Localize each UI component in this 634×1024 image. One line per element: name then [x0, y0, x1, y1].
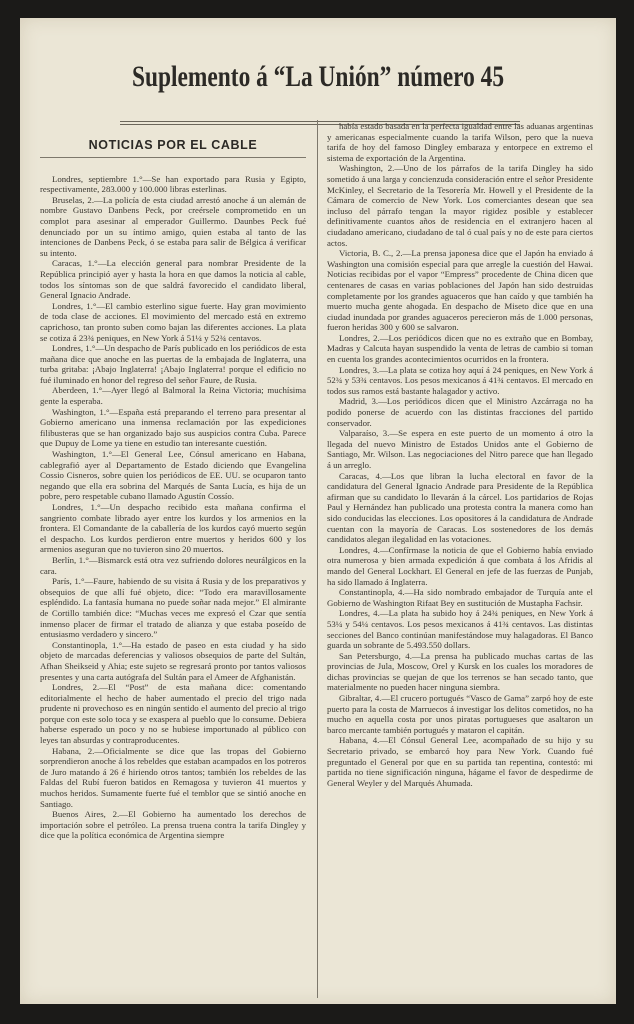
news-paragraph: Victoria, B. C., 2.—La prensa japonesa dice que el Japón ha enviado á Washington una comisión especial para que arregle la cuestión del Hawai. Noticias recibidas por el vapor “Empress” procedente de China dicen que centenares de casas en varias poblaciones del Japón han sido destruidas completamente por los grandes aguaceros que han caído y que también ha muerto mucha gente ahogada. En despacho de Miseto dice que en una ciudad inundada por grandes aguaceros perecieron más de 1.000 personas, fueron heridas 300 y 600 se salvaron. — [327, 248, 593, 333]
news-paragraph: Londres, 2.—Los periódicos dicen que no es extraño que en Bombay, Madras y Calcuta hayan suspendido la venta de letras de cambio si toman en cuenta los grandes acontecimientos ocurridos en la frontera. — [327, 332, 593, 365]
news-paragraph: Londres, 4.—Confírmase la noticia de que el Gobierno había enviado otra numerosa y bien armada expedición á que combata á los Afridis al mando del General Lockhart. El General en jefe de las fuerzas de Punjab, ha sido llamado á Inglaterra. — [327, 544, 593, 587]
news-paragraph: Berlín, 1.°—Bismarck está otra vez sufriendo dolores neurálgicos en la cara. — [40, 554, 306, 576]
newspaper-page — [20, 18, 616, 1004]
news-paragraph: Constantinopla, 1.°—Ha estado de paseo en esta ciudad y ha sido objeto de marcadas deferencias y valiosos obsequios de parte del Sultán, Afhan Sheikseid y Ahia; este sujeto se regresará pronto por tantos valiosos presentes y una carta autógrafa del Sultán para el Ameer de Afghanistán. — [40, 639, 306, 682]
section-title: NOTICIAS POR EL CABLE — [88, 138, 258, 152]
section-rule — [40, 157, 306, 158]
news-paragraph: Londres, 4.—La plata ha subido hoy á 24¾ peniques, en New York á 53¼ y 54¼ centavos. Los pesos mexicanos á 41¾ centavos. Las distintas secciones del Banco continúan manifestándose muy halagadoras. El Banco guarda un sobrante de 5.493.550 dollars. — [327, 608, 593, 651]
news-paragraph: Londres, 3.—La plata se cotiza hoy aquí á 24 peniques, en New York á 52¾ y 53¾ centavos. Los pesos mexicanos á 41¾ centavos. El mercado en todos sus ramos está bastante halagador y activo. — [327, 364, 593, 396]
news-paragraph: San Petersburgo, 4.—La prensa ha publicado muchas cartas de las provincias de Jula, Moscow, Orel y Kursk en los cuales los moradores de dichas provincias se quejan de que los terrenos se han secado tanto, que materialmente no pueden hacer ninguna siembra. — [327, 650, 593, 693]
right-column — [327, 121, 593, 991]
news-paragraph: Londres, septiembre 1.°—Se han exportado para Rusia y Egipto, respectivamente, 283.000 y 100.000 libras esterlinas. — [40, 173, 306, 195]
news-paragraph: Londres, 1.°—Un despacho recibido esta mañana confirma el sangriento combate librado ayer entre los kurdos y los armenios en la frontera. El Comandante de la caballería de los kurdos cayó muerto según el despacho. Los kurdos perdieron entre muertos y heridos 600 y los armenios aseguran que no tuvieron sino 20 muertos. — [40, 502, 306, 555]
news-paragraph: Madrid, 3.—Los periódicos dicen que el Ministro Azcárraga no ha podido ponerse de acuerdo con las distintas fracciones del partido conservador. — [327, 396, 593, 428]
news-paragraph: Londres, 1.°—Un despacho de París publicado en los periódicos de esta mañana dice que anoche en las puertas de la embajada de Inglaterra, una turba gritaba: ¡Abajo Inglaterra! ¡Abajo Inglaterra! porque el edificio no fué iluminado en honor del regreso del señor Faure, de Rusia. — [40, 343, 306, 385]
news-paragraph: Valparaíso, 3.—Se espera en este puerto de un momento á otro la llegada del nuevo Ministro de Estados Unidos ante el Gobierno de Santiago, Mr. Wilson. Las negociaciones del Nitro parece que han llegado á un arreglo. — [327, 428, 593, 470]
news-paragraph: Buenos Aires, 2.—El Gobierno ha aumentado los derechos de importación sobre el petróleo. La prensa truena contra la tarifa Dingley y dice que la política económica de Argentina siempre — [40, 809, 306, 841]
news-paragraph: Londres, 2.—El “Post” de esta mañana dice: comentando editorialmente el hecho de haber aumentado el precio del trigo nada prudente ni provechoso es en ningún sentido el aumento del precio al trigo porque con este solo toca y se exaspera al pueblo que lo consume. Debiera haberse esperado un poco y no se hubiese importunado al público con leyes tan absurdas y contraproducentes. — [40, 682, 306, 746]
news-paragraph: Washington, 2.—Uno de los párrafos de la tarifa Dingley ha sido sometido á una larga y concienzuda consideración entre el señor Presidente McKinley, el Secretario de la Tesorería Mr. Howell y el Presidente de la Cámara de comercio de New York. Los comerciantes desean que sea incluso del párrafo tengan la mayor rigidez posible y establecer definitivamente cuantos años de residencia en el extranjero hacen al ciudadano americano, ciudadano de tal ó cual país y no de este para ciertos actos. — [327, 163, 593, 248]
news-paragraph: Caracas, 1.°—La elección general para nombrar Presidente de la República principió ayer y hasta la hora en que damos la noticia al cable, todos los síntomas son de que saldrá favorecido el candidato liberal, General Ignacio Andrade. — [40, 258, 306, 301]
news-paragraph: Washington, 1.°—España está preparando el terreno para presentar al Gobierno americano una inmensa reclamación por las expediciones filibusteras que se han organizado bajo sus auspicios contra Cuba. Parece que Dupuy de Lome ya tiene en estudio tan interesante cuestión. — [40, 406, 306, 449]
left-column — [40, 126, 306, 996]
news-paragraph: Caracas, 4.—Los que libran la lucha electoral en favor de la candidatura del General Ignacio Andrade para Presidente de la República afirman que su candidato lo llevarán á la cárcel. Los partidarios de Rojas Paul y Hernández han publicado una protesta contra la manera como han sido conducidas las elecciones. Los opositores á la candidatura de Andrade cuentan con la mayoría de Caracas. Los sostenedores de los demás candidatos alegan ilegalidad en las votaciones. — [327, 470, 593, 545]
supplement-title: Suplemento á “La Unión” número 45 — [131, 60, 505, 93]
news-paragraph: Constantinopla, 4.—Ha sido nombrado embajador de Turquía ante el Gobierno de Washington Rifaat Bey en sustitución de Mustapha Fachsir. — [327, 587, 593, 608]
news-paragraph: Gibraltar, 4.—El crucero portugués “Vasco de Gama” zarpó hoy de este puerto para la costa de Marruecos á investigar los delitos cometidos, no ha mucho en aquella costa por unos piratas portugueses que asaltaron un barco mercante también portugués y mataron el capitán. — [327, 693, 593, 735]
news-paragraph: Londres, 1.°—El cambio esterlino sigue fuerte. Hay gran movimiento de toda clase de acciones. El movimiento del mercado está en extremo caprichoso, tan pronto suben como bajan las diferentes acciones. La plata se cotiza á 23¾ peniques, en New York á 51¼ y 52¾ centavos. — [40, 300, 306, 343]
news-paragraph: había estado basada en la perfecta igualdad entre las aduanas argentinas y americanas especialmente cuando la tarifa Wilson, pero que la nueva tarifa de hoy del famoso Dingley embaraza y entorpece en extremo el sistema de exportación de la Argentina. — [327, 121, 593, 163]
news-paragraph: Habana, 4.—El Cónsul General Lee, acompañado de su hijo y su Secretario privado, se embarcó hoy para New York. Cuando fué preguntado el General por que en su partida tan repentina, contestó: mi partida no tiene significación ninguna, hágame el favor de despedirme de General Weyler y del Marqués Ahumada. — [327, 735, 593, 788]
news-paragraph: Habana, 2.—Oficialmente se dice que las tropas del Gobierno sorprendieron anoche á los rebeldes que estaban acampados en los potreros de Juro matando á 26 é hiriendo otros tantos; también los rebeldes de las Faldas del Rubí fueron batidos en Remagosa y tuvieron 41 muertos y muchos heridos. Sumamente fuerte fué el temblor que se sintió anoche en Santiago. — [40, 745, 306, 809]
left-column-articles — [40, 174, 306, 841]
news-paragraph: París, 1.°—Faure, habiendo de su visita á Rusia y de los preparativos y obsequios de que allí fué objeto, dice: “Todo era maravillosamente espléndido. La fantasía humana no puede soñar nada mejor.” El almirante de Cortillo también dice: “Muchas veces me expresó el Czar que sentía inmenso placer de firmar el tratado de alianza y que estaba poseído de entusiasmo verdadero y sincero.” — [40, 576, 306, 640]
right-column-articles — [327, 121, 593, 788]
column-divider — [317, 120, 318, 998]
news-paragraph: Washington, 1.°—El General Lee, Cónsul americano en Habana, cablegrafió ayer al Departamento de Estado diciendo que Evangelina Cossio Cisneros, sobre quien los periódicos de EE. UU. se ocuparon tanto negando que ella era sobrina del Marqués de Santa Lucía, es hija de un pobre, pero respetable cubano llamado Agustín Cossío. — [40, 449, 306, 502]
news-paragraph: Bruselas, 2.—La policía de esta ciudad arrestó anoche á un alemán de nombre Gustavo Danbens Peck, por creérsele comprometido en un complot para asesinar al emperador Guillermo. Daunbes Peck fué denunciado por un su íntimo amigo, quien estaba al tanto de las intenciones de Danbens Peck, ó se estaba para salir de Bélgica á verificar su intento. — [40, 194, 306, 258]
news-paragraph: Aberdeen, 1.°—Ayer llegó al Balmoral la Reina Victoria; muchísima gente la esperaba. — [40, 385, 306, 407]
